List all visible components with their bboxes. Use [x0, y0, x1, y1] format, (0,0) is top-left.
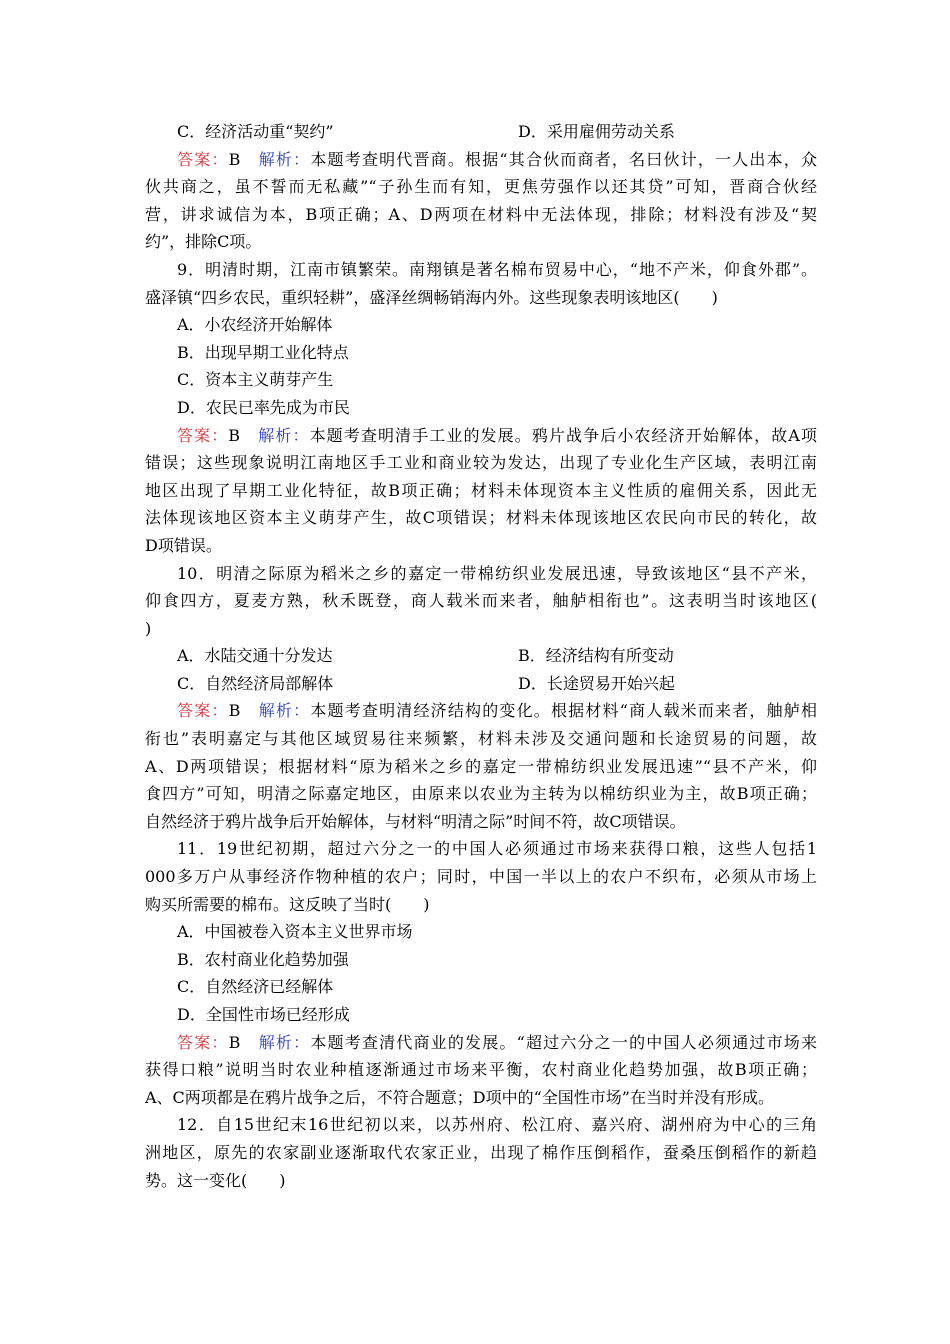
- q8-explain-line: 营，讲求诚信为本，B项正确；A、D两项在材料中无法体现，排除；材料没有涉及“契: [145, 204, 817, 224]
- q9-explain-line: 错误；这些现象说明江南地区手工业和商业较为发达，出现了专业化生产区域，表明江南: [145, 453, 817, 473]
- document-page: [145, 118, 817, 1194]
- q11-answer-line: [145, 1029, 817, 1057]
- q10-option-c: C．自然经济局部解体: [177, 673, 334, 693]
- q11-option-b: B．农村商业化趋势加强: [177, 949, 349, 969]
- answer-label: 答案：: [177, 149, 229, 169]
- q8-explain-line: 伙共商之，虽不誓而无私藏”“子孙生而有知，更焦劳强作以还其贷”可知，晋商合伙经: [145, 177, 817, 197]
- q10-option-a: A．水陆交通十分发达: [177, 646, 333, 666]
- explain-label: 解析：: [258, 425, 310, 445]
- q11-option-a: A．中国被卷入资本主义世界市场: [177, 922, 413, 942]
- q12-stem-line: 12．自15世纪末16世纪初以来，以苏州府、松江府、嘉兴府、湖州府为中心的三角: [177, 1115, 817, 1135]
- answer-value: B: [228, 701, 241, 721]
- q12-stem-line: 势。这一变化( ): [145, 1170, 286, 1190]
- q10-stem-line: ): [145, 618, 152, 638]
- q11-option-d: D．全国性市场已经形成: [177, 1005, 350, 1024]
- answer-label: 答案：: [177, 1032, 229, 1052]
- q12-stem-line: 洲地区，原先的农家副业逐渐取代农家正业，出现了棉作压倒稻作，蚕桑压倒稻作的新趋: [145, 1142, 817, 1162]
- q9-option-a: A．小农经济开始解体: [177, 315, 333, 335]
- q10-option-b: B．经济结构有所变动: [518, 646, 674, 666]
- q9-explain-line: D项错误。: [145, 535, 222, 555]
- q8-answer-line: [145, 146, 817, 174]
- answer-value: B: [228, 149, 241, 169]
- q10-explain-line: 食四方”可知，明清之际嘉定地区，由原来以农业为主转为以棉纺织业为主，故B项正确；: [145, 784, 817, 804]
- q8-option-c: C．经济活动重“契约”: [177, 122, 334, 141]
- q11-stem-line: 11．19世纪初期，超过六分之一的中国人必须通过市场来获得口粮，这些人包括1: [177, 839, 817, 859]
- q9-option-d: D．农民已率先成为市民: [177, 397, 350, 417]
- explain-text: 本题考查明代晋商。根据“其合伙而商者，名曰伙计，一人出本，众: [310, 149, 817, 169]
- q9-option-b: B．出现早期工业化特点: [177, 342, 349, 362]
- explain-label: 解析：: [258, 149, 311, 169]
- answer-value: B: [228, 1032, 241, 1052]
- q8-explain-line: 约”，排除C项。: [145, 232, 262, 252]
- q9-option-c: C．资本主义萌芽产生: [177, 370, 334, 390]
- q10-options-cd: [145, 670, 817, 698]
- q10-options-ab: [145, 642, 817, 670]
- q11-explain-line: 获得口粮”说明当时农业种植逐渐通过市场来平衡，农村商业化趋势加强，故B项正确；: [145, 1060, 817, 1080]
- q9-explain-line: 地区出现了早期工业化特征，故B项正确；材料未体现资本主义性质的雇佣关系，因此无: [145, 480, 817, 500]
- answer-value: B: [228, 425, 241, 445]
- q9-explain-line: 法体现该地区资本主义萌芽产生，故C项错误；材料未体现该地区农民向市民的转化，故: [145, 508, 817, 528]
- q9-stem-line: 盛泽镇“四乡农民，重织轻耕”，盛泽丝绸畅销海内外。这些现象表明该地区( ): [145, 287, 718, 307]
- q9-stem-line: 9．明清时期，江南市镇繁荣。南翔镇是著名棉布贸易中心，“地不产米，仰食外郡”。: [177, 259, 817, 279]
- explain-text: 本题考查明清经济结构的变化。根据材料“商人载米而来者，舳舻相: [310, 701, 817, 721]
- q11-stem-line: 000多万户从事经济作物种植的农户；同时，中国一半以上的农户不织布，必须从市场上: [145, 867, 817, 887]
- q10-explain-line: 衔也”表明嘉定与其他区域贸易往来频繁，材料未涉及交通问题和长途贸易的问题，故: [145, 729, 817, 749]
- q11-explain-line: A、C两项都是在鸦片战争之后，不符合题意；D项中的“全国性市场”在当时并没有形成。: [145, 1087, 774, 1107]
- explain-label: 解析：: [258, 1032, 311, 1052]
- answer-label: 答案：: [177, 425, 229, 445]
- q8-option-d: D．采用雇佣劳动关系: [518, 122, 675, 141]
- q10-stem-line: 10．明清之际原为稻米之乡的嘉定一带棉纺织业发展迅速，导致该地区“县不产米，: [177, 563, 817, 583]
- explain-text: 本题考查清代商业的发展。“超过六分之一的中国人必须通过市场来: [310, 1032, 817, 1052]
- q9-answer-line: [145, 422, 817, 450]
- q10-option-d: D．长途贸易开始兴起: [518, 673, 675, 693]
- explain-text: 本题考查明清手工业的发展。鸦片战争后小农经济开始解体，故A项: [309, 425, 817, 445]
- q11-option-c: C．自然经济已经解体: [177, 977, 334, 997]
- explain-label: 解析：: [258, 701, 311, 721]
- q11-stem-line: 购买所需要的棉布。这反映了当时( ): [145, 894, 430, 914]
- q10-explain-line: A、D两项错误；根据材料“原为稻米之乡的嘉定一带棉纺织业发展迅速”“县不产米，仰: [145, 756, 817, 776]
- q10-explain-line: 自然经济于鸦片战争后开始解体，与材料“明清之际”时间不符，故C项错误。: [145, 811, 686, 831]
- answer-label: 答案：: [177, 701, 229, 721]
- q10-answer-line: [145, 697, 817, 725]
- q10-stem-line: 仰食四方，夏麦方熟，秋禾既登，商人载米而来者，舳舻相衔也”。这表明当时该地区(: [145, 591, 817, 611]
- q8-options-cd: [145, 118, 817, 146]
